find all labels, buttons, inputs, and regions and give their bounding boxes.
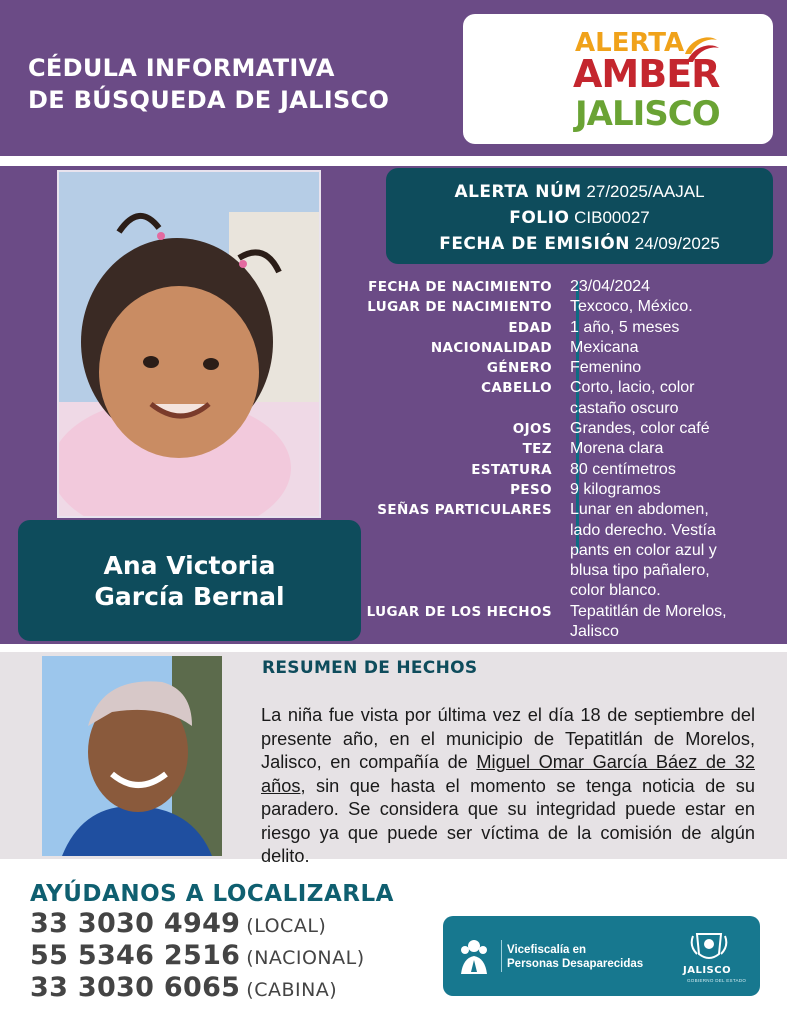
detail-label: FECHA DE NACIMIENTO xyxy=(368,279,552,295)
detail-value: blusa tipo pañalero, xyxy=(570,562,710,580)
details-list xyxy=(330,277,780,642)
detail-label: TEZ xyxy=(522,441,552,458)
badge-state-sub: GOBIERNO DEL ESTADO xyxy=(687,978,747,983)
alert-number xyxy=(386,179,773,205)
detail-value: Texcoco, México. xyxy=(570,298,693,316)
phone-tag: (NACIONAL) xyxy=(246,947,365,969)
phone-tag: (CABINA) xyxy=(246,979,338,1001)
phone-number[interactable]: 33 3030 4949 xyxy=(30,908,241,939)
detail-row xyxy=(330,521,780,541)
detail-value: Femenino xyxy=(570,359,642,377)
alert-issue-date-label: FECHA DE EMISIÓN xyxy=(439,234,630,254)
detail-value: pants en color azul y xyxy=(570,541,717,559)
detail-label: OJOS xyxy=(512,421,552,438)
detail-row xyxy=(330,419,780,439)
detail-label: LUGAR DE NACIMIENTO xyxy=(367,299,552,316)
summary-text-part2: , sin que hasta el momento se tenga noticia de su paradero. Se considera que su integridad puede estar en riesgo ya que puede ser víctima de la comisión de algún delito. xyxy=(261,775,755,866)
detail-value: Jalisco xyxy=(570,623,619,641)
vicefiscalia-badge xyxy=(443,916,760,996)
detail-value: 80 centímetros xyxy=(570,460,676,478)
missing-person-photo xyxy=(57,170,321,518)
detail-row xyxy=(330,541,780,561)
summary-text xyxy=(261,704,755,869)
alert-folio xyxy=(386,205,773,231)
jalisco-seal-icon xyxy=(689,928,729,964)
badge-line1: Vicefiscalía en xyxy=(507,944,587,956)
detail-label xyxy=(330,622,570,642)
detail-value: 1 año, 5 meses xyxy=(570,318,680,336)
detail-label: ESTATURA xyxy=(471,461,552,478)
child-portrait-image xyxy=(59,172,319,516)
detail-label: PESO xyxy=(510,481,552,498)
detail-value: castaño oscuro xyxy=(570,399,679,417)
help-title: AYÚDANOS A LOCALIZARLA xyxy=(30,881,394,907)
detail-label: SEÑAS PARTICULARES xyxy=(377,502,552,519)
alert-issue-date-value: 24/09/2025 xyxy=(634,234,720,253)
detail-row xyxy=(330,297,780,317)
logo-alerta-text: ALERTA xyxy=(575,28,685,58)
badge-text xyxy=(507,943,643,971)
page-title-line2: DE BÚSQUEDA DE JALISCO xyxy=(28,86,390,114)
phone-cabin[interactable] xyxy=(30,972,337,1003)
logo-amber-text: AMBER xyxy=(573,52,720,96)
companion-portrait-image xyxy=(42,656,222,856)
detail-value: Mexicana xyxy=(570,338,639,356)
detail-row xyxy=(330,460,780,480)
page-title xyxy=(28,52,389,116)
detail-value: 9 kilogramos xyxy=(570,480,661,498)
detail-value: Lunar en abdomen, xyxy=(570,501,709,519)
phone-local[interactable] xyxy=(30,908,326,939)
detail-row xyxy=(330,602,780,622)
detail-row xyxy=(330,318,780,338)
detail-label xyxy=(330,541,570,561)
detail-row xyxy=(330,500,780,520)
badge-state: JALISCO xyxy=(683,965,732,976)
alert-folio-value: CIB00027 xyxy=(574,208,650,227)
detail-value: lado derecho. Vestía xyxy=(570,521,716,539)
detail-label: LUGAR DE LOS HECHOS xyxy=(366,603,552,620)
phone-tag: (LOCAL) xyxy=(246,915,327,937)
person-name-card xyxy=(18,520,361,641)
missing-persons-icon xyxy=(457,936,491,976)
detail-label: GÉNERO xyxy=(486,360,552,377)
detail-row xyxy=(330,561,780,581)
detail-row xyxy=(330,581,780,601)
alerta-amber-logo xyxy=(463,14,773,144)
alert-number-value: 27/2025/AAJAL xyxy=(586,182,705,201)
detail-label: NACIONALIDAD xyxy=(430,339,552,356)
detail-row xyxy=(330,338,780,358)
detail-label xyxy=(330,521,570,541)
detail-row xyxy=(330,399,780,419)
detail-label xyxy=(330,561,570,581)
alert-folio-label: FOLIO xyxy=(509,208,570,228)
detail-row xyxy=(330,480,780,500)
detail-row xyxy=(330,358,780,378)
phone-number[interactable]: 33 3030 6065 xyxy=(30,972,241,1003)
detail-value: 23/04/2024 xyxy=(570,278,651,295)
detail-value: Corto, lacio, color xyxy=(570,379,695,397)
person-last-names: García Bernal xyxy=(94,581,285,611)
badge-line2: Personas Desaparecidas xyxy=(507,958,644,970)
detail-label: EDAD xyxy=(508,319,552,336)
alert-number-label: ALERTA NÚM xyxy=(454,182,582,202)
alert-issue-date xyxy=(386,231,773,257)
badge-divider xyxy=(501,940,502,972)
summary-title: RESUMEN DE HECHOS xyxy=(262,658,478,678)
header-banner xyxy=(0,0,787,156)
companion-name: Miguel Omar García Báez de 32 años xyxy=(261,752,755,796)
detail-row xyxy=(330,378,780,398)
detail-value: Morena clara xyxy=(570,440,664,458)
detail-value: Grandes, color café xyxy=(570,420,710,438)
detail-value: color blanco. xyxy=(570,582,661,600)
detail-row xyxy=(330,439,780,459)
summary-text-part1: La niña fue vista por última vez el día 18 de septiembre del presente año, en el municipio de Tepatitlán de Morelos, Jalisco, en compañía de xyxy=(261,705,755,772)
page-title-line1: CÉDULA INFORMATIVA xyxy=(28,54,335,82)
logo-jalisco-text: JALISCO xyxy=(575,94,720,134)
detail-label xyxy=(330,399,570,419)
person-first-names: Ana Victoria xyxy=(103,550,276,580)
detail-row xyxy=(330,622,780,642)
companion-photo xyxy=(42,656,222,856)
divider xyxy=(0,156,787,166)
detail-row xyxy=(330,277,780,297)
detail-label: CABELLO xyxy=(481,380,552,397)
detail-label xyxy=(330,581,570,601)
alert-info-card xyxy=(386,168,773,264)
detail-value: Tepatitlán de Morelos, xyxy=(570,602,727,620)
phone-number[interactable]: 55 5346 2516 xyxy=(30,940,241,971)
phone-national[interactable] xyxy=(30,940,365,971)
